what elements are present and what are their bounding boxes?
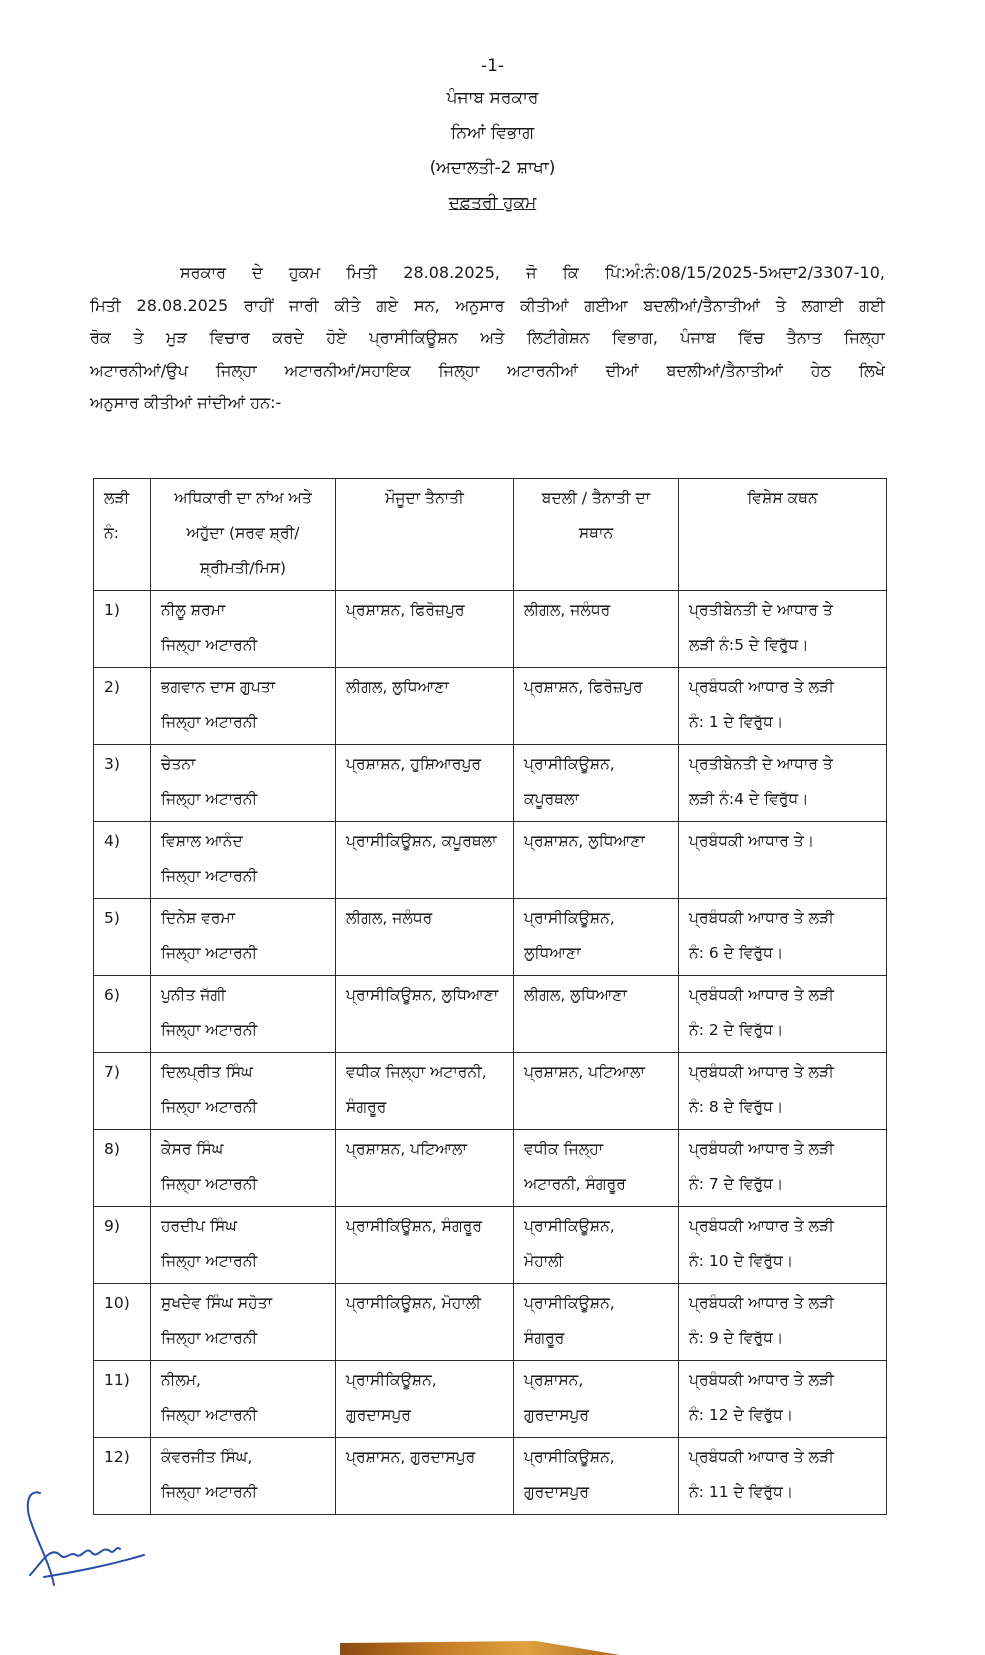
cell-officer xyxy=(151,745,336,822)
cell-officer xyxy=(151,1207,336,1284)
cell-transfer-place-line: ਲੀਗਲ, ਲੁਧਿਆਣਾ xyxy=(524,986,627,1004)
header-officer-note: (ਸਰਵ xyxy=(229,524,265,542)
cell-officer-line: ਜਿਲ੍ਹਾ ਅਟਾਰਨੀ xyxy=(161,1252,258,1270)
header-transfer-line: ਸਥਾਨ xyxy=(578,524,614,542)
cell-officer-line: ਜਿਲ੍ਹਾ ਅਟਾਰਨੀ xyxy=(161,1021,258,1039)
cell-transfer-place xyxy=(514,668,679,745)
cell-current-posting-line: ਲੀਗਲ, ਲੁਧਿਆਣਾ xyxy=(346,678,449,696)
header-officer-line: ਅਧਿਕਾਰੀ ਦਾ ਨਾਂਅ ਅਤੇ xyxy=(174,489,312,507)
cell-serial xyxy=(94,976,151,1053)
cell-current-posting-line: ਪ੍ਰਸ਼ਾਸ਼ਨ, ਪਟਿਆਲਾ xyxy=(346,1140,467,1158)
cell-current-posting-line: ਪ੍ਰਾਸੀਕਿਊਸ਼ਨ, xyxy=(346,1371,437,1389)
cell-serial xyxy=(94,591,151,668)
cell-remarks xyxy=(679,1438,887,1515)
cell-remarks-line: ਪ੍ਰਬੰਧਕੀ ਆਧਾਰ ਤੇ। xyxy=(689,832,815,850)
cell-serial xyxy=(94,668,151,745)
cell-transfer-place xyxy=(514,899,679,976)
cell-officer-line: ਚੇਤਨਾ xyxy=(161,755,196,773)
cell-transfer-place-line: ਲੀਗਲ, ਜਲੰਧਰ xyxy=(524,601,611,619)
cell-officer xyxy=(151,1438,336,1515)
header-current-posting: ਮੌਜੂਦਾ ਤੈਨਾਤੀ xyxy=(336,479,514,591)
cell-officer-line: ਨੀਲੂ ਸ਼ਰਮਾ xyxy=(161,601,226,619)
table-row xyxy=(94,1053,887,1130)
cell-transfer-place-line: ਕਪੂਰਥਲਾ xyxy=(524,790,579,808)
cell-serial-line: 2) xyxy=(104,678,120,696)
cell-current-posting-line: ਸੰਗਰੂਰ xyxy=(346,1098,387,1116)
table-row xyxy=(94,1284,887,1361)
cell-serial xyxy=(94,822,151,899)
cell-officer xyxy=(151,1053,336,1130)
cell-current-posting-line: ਵਧੀਕ ਜਿਲ੍ਹਾ ਅਟਾਰਨੀ, xyxy=(346,1063,487,1081)
cell-officer-line: ਭਗਵਾਨ ਦਾਸ ਗੁਪਤਾ xyxy=(161,678,276,696)
cell-officer xyxy=(151,822,336,899)
cell-transfer-place xyxy=(514,1361,679,1438)
cell-serial-line: 5) xyxy=(104,909,120,927)
cell-transfer-place-line: ਪ੍ਰਾਸੀਕਿਊਸ਼ਨ, xyxy=(524,1448,615,1466)
intro-line: ਮਿਤੀ 28.08.2025 ਰਾਹੀਂ ਜਾਰੀ ਕੀਤੇ ਗਏ ਸਨ, ਅਨੁਸਾਰ ਕੀਤੀਆਂ ਗਈਆ ਬਦਲੀਆਂ/ਤੈਨਾਤੀਆਂ ਤੇ ਲਗਾਈ ਗਈ xyxy=(90,295,885,315)
header-serial-line: ਨੰ: xyxy=(104,524,119,542)
cell-current-posting xyxy=(336,591,514,668)
cell-transfer-place-line: ਪ੍ਰਾਸੀਕਿਊਸ਼ਨ, xyxy=(524,755,615,773)
cell-officer-line: ਪੁਨੀਤ ਜੱਗੀ xyxy=(161,986,226,1004)
cell-current-posting xyxy=(336,1361,514,1438)
table-header-row xyxy=(94,479,887,591)
cell-current-posting-line: ਪ੍ਰਾਸੀਕਿਊਸ਼ਨ, ਸੰਗਰੂਰ xyxy=(346,1217,482,1235)
cell-remarks-line: ਨੰ: 8 ਦੇ ਵਿਰੁੱਧ। xyxy=(689,1098,784,1116)
cell-current-posting xyxy=(336,1284,514,1361)
cell-serial-line: 11) xyxy=(104,1371,130,1389)
cell-transfer-place xyxy=(514,1284,679,1361)
cell-serial xyxy=(94,1053,151,1130)
cell-remarks xyxy=(679,1284,887,1361)
cell-officer-line: ਜਿਲ੍ਹਾ ਅਟਾਰਨੀ xyxy=(161,790,258,808)
cell-serial-line: 1) xyxy=(104,601,120,619)
table-row xyxy=(94,668,887,745)
table-row xyxy=(94,899,887,976)
cell-transfer-place-line: ਅਟਾਰਨੀ, ਸੰਗਰੂਰ xyxy=(524,1175,626,1193)
intro-paragraph xyxy=(90,257,885,420)
cell-transfer-place-line: ਪ੍ਰਾਸੀਕਿਊਸ਼ਨ, xyxy=(524,1217,615,1235)
cell-officer-line: ਜਿਲ੍ਹਾ ਅਟਾਰਨੀ xyxy=(161,1483,258,1501)
cell-transfer-place xyxy=(514,1053,679,1130)
cell-transfer-place-line: ਗੁਰਦਾਸਪੁਰ xyxy=(524,1406,590,1424)
cell-officer-line: ਸੁਖਦੇਵ ਸਿੰਘ ਸਹੋਤਾ xyxy=(161,1294,273,1312)
cell-officer xyxy=(151,899,336,976)
intro-line: ਅਟਾਰਨੀਆਂ/ਉਪ ਜਿਲ੍ਹਾ ਅਟਾਰਨੀਆਂ/ਸਹਾਇਕ ਜਿਲ੍ਹਾ ਅਟਾਰਨੀਆਂ ਦੀਆਂ ਬਦਲੀਆਂ/ਤੈਨਾਤੀਆਂ ਹੇਠ ਲਿਖੇ xyxy=(90,360,885,380)
cell-transfer-place xyxy=(514,745,679,822)
cell-remarks xyxy=(679,745,887,822)
cell-current-posting-line: ਗੁਰਦਾਸਪੁਰ xyxy=(346,1406,412,1424)
cell-remarks-line: ਪ੍ਰਤੀਬੇਨਤੀ ਦੇ ਆਧਾਰ ਤੇ xyxy=(689,601,833,619)
document-title: ਦਫ਼ਤਰੀ ਹੁਕਮ xyxy=(448,193,537,213)
cell-officer-line: ਦਿਨੇਸ਼ ਵਰਮਾ xyxy=(161,909,236,927)
cell-remarks-line: ਪ੍ਰਬੰਧਕੀ ਆਧਾਰ ਤੇ ਲੜੀ xyxy=(689,678,834,696)
cell-officer xyxy=(151,1130,336,1207)
cell-transfer-place-line: ਪ੍ਰਸ਼ਾਸ਼ਨ, ਫਿਰੋਜ਼ਪੁਰ xyxy=(524,678,643,696)
header-officer-note: ਸ਼੍ਰੀ/ਸ਼੍ਰੀਮਤੀ/ਮਿਸ) xyxy=(199,524,300,577)
government-heading: ਪੰਜਾਬ ਸਰਕਾਰ xyxy=(446,88,539,108)
cell-transfer-place xyxy=(514,1207,679,1284)
cell-remarks-line: ਪ੍ਰਬੰਧਕੀ ਆਧਾਰ ਤੇ ਲੜੀ xyxy=(689,1448,834,1466)
cell-remarks-line: ਪ੍ਰਬੰਧਕੀ ਆਧਾਰ ਤੇ ਲੜੀ xyxy=(689,909,834,927)
cell-current-posting-line: ਪ੍ਰਾਸੀਕਿਊਸ਼ਨ, ਲੁਧਿਆਣਾ xyxy=(346,986,499,1004)
cell-serial-line: 12) xyxy=(104,1448,130,1466)
cell-remarks-line: ਨੰ: 2 ਦੇ ਵਿਰੁੱਧ। xyxy=(689,1021,784,1039)
cell-current-posting xyxy=(336,1053,514,1130)
cell-remarks-line: ਪ੍ਰਬੰਧਕੀ ਆਧਾਰ ਤੇ ਲੜੀ xyxy=(689,986,834,1004)
header-remarks: ਵਿਸ਼ੇਸ ਕਥਨ xyxy=(679,479,887,591)
cell-remarks-line: ਪ੍ਰਬੰਧਕੀ ਆਧਾਰ ਤੇ ਲੜੀ xyxy=(689,1140,834,1158)
cell-remarks xyxy=(679,1130,887,1207)
cell-serial-line: 10) xyxy=(104,1294,130,1312)
cell-transfer-place-line: ਪ੍ਰਾਸੀਕਿਊਸ਼ਨ, xyxy=(524,909,615,927)
cell-current-posting-line: ਪ੍ਰਸ਼ਾਸ਼ਨ, ਫਿਰੋਜ਼ਪੁਰ xyxy=(346,601,465,619)
cell-officer-line: ਜਿਲ੍ਹਾ ਅਟਾਰਨੀ xyxy=(161,1329,258,1347)
cell-officer-line: ਜਿਲ੍ਹਾ ਅਟਾਰਨੀ xyxy=(161,867,258,885)
cell-remarks xyxy=(679,1207,887,1284)
cell-transfer-place-line: ਮੋਹਾਲੀ xyxy=(524,1252,564,1270)
table-row xyxy=(94,822,887,899)
cell-remarks-line: ਲੜੀ ਨੰ:4 ਦੇ ਵਿਰੁੱਧ। xyxy=(689,790,809,808)
cell-transfer-place xyxy=(514,976,679,1053)
cell-current-posting xyxy=(336,1438,514,1515)
cell-transfer-place-line: ਲੁਧਿਆਣਾ xyxy=(524,944,581,962)
cell-current-posting-line: ਪ੍ਰਸ਼ਾਸਨ, ਗੁਰਦਾਸਪੁਰ xyxy=(346,1448,476,1466)
table-row xyxy=(94,976,887,1053)
cell-remarks-line: ਨੰ: 6 ਦੇ ਵਿਰੁੱਧ। xyxy=(689,944,784,962)
cell-current-posting xyxy=(336,899,514,976)
cell-transfer-place-line: ਸੰਗਰੂਰ xyxy=(524,1329,565,1347)
intro-line: ਅਨੁਸਾਰ ਕੀਤੀਆਂ ਜਾਂਦੀਆਂ ਹਨ:- xyxy=(90,393,282,412)
cell-serial xyxy=(94,1207,151,1284)
cell-officer-line: ਕੰਵਰਜੀਤ ਸਿੰਘ, xyxy=(161,1448,253,1466)
cell-current-posting-line: ਪ੍ਰਾਸੀਕਿਊਸ਼ਨ, ਮੋਹਾਲੀ xyxy=(346,1294,481,1312)
page-number: -1- xyxy=(480,56,505,76)
cell-remarks-line: ਨੰ: 9 ਦੇ ਵਿਰੁੱਧ। xyxy=(689,1329,784,1347)
cell-remarks xyxy=(679,1361,887,1438)
table-row xyxy=(94,591,887,668)
cell-remarks xyxy=(679,976,887,1053)
cell-officer-line: ਕੇਸਰ ਸਿੰਘ xyxy=(161,1140,224,1158)
cell-officer xyxy=(151,1361,336,1438)
cell-remarks xyxy=(679,899,887,976)
cell-current-posting xyxy=(336,668,514,745)
cell-remarks-line: ਪ੍ਰਬੰਧਕੀ ਆਧਾਰ ਤੇ ਲੜੀ xyxy=(689,1371,834,1389)
cell-officer-line: ਜਿਲ੍ਹਾ ਅਟਾਰਨੀ xyxy=(161,944,258,962)
cell-serial-line: 8) xyxy=(104,1140,120,1158)
intro-line: ਸਰਕਾਰ ਦੇ ਹੁਕਮ ਮਿਤੀ 28.08.2025, ਜੋ ਕਿ ਪਿੱ:ਅੰ:ਨੰ:08/15/2025-5ਅਦਾ2/3307-10, xyxy=(180,263,885,282)
cell-current-posting xyxy=(336,745,514,822)
cell-officer-line: ਨੀਲਮ, xyxy=(161,1371,201,1389)
cell-current-posting-line: ਪ੍ਰਸ਼ਾਸ਼ਨ, ਹੁਸ਼ਿਆਰਪੁਰ xyxy=(346,755,482,773)
cell-remarks-line: ਨੰ: 12 ਦੇ ਵਿਰੁੱਧ। xyxy=(689,1406,794,1424)
header-officer-line: ਅਹੁੱਦਾ xyxy=(186,524,225,542)
branch-heading: (ਅਦਾਲਤੀ-2 ਸ਼ਾਖਾ) xyxy=(429,158,556,178)
table-row xyxy=(94,1361,887,1438)
cell-remarks-line: ਲੜੀ ਨੰ:5 ਦੇ ਵਿਰੁੱਧ। xyxy=(689,636,809,654)
header-transfer-place xyxy=(514,479,679,591)
cell-serial xyxy=(94,1361,151,1438)
cell-serial xyxy=(94,899,151,976)
table-row xyxy=(94,1438,887,1515)
cell-officer xyxy=(151,591,336,668)
header-serial xyxy=(94,479,151,591)
page-edge-background xyxy=(340,1635,620,1655)
cell-remarks-line: ਨੰ: 7 ਦੇ ਵਿਰੁੱਧ। xyxy=(689,1175,784,1193)
table-row xyxy=(94,1207,887,1284)
cell-remarks-line: ਪ੍ਰਬੰਧਕੀ ਆਧਾਰ ਤੇ ਲੜੀ xyxy=(689,1294,834,1312)
cell-officer xyxy=(151,1284,336,1361)
cell-transfer-place-line: ਪ੍ਰਸ਼ਾਸ਼ਨ, ਪਟਿਆਲਾ xyxy=(524,1063,645,1081)
cell-transfer-place-line: ਪ੍ਰਸ਼ਾਸਨ, xyxy=(524,1371,584,1389)
cell-remarks xyxy=(679,591,887,668)
transfer-table xyxy=(93,478,887,1515)
cell-transfer-place-line: ਗੁਰਦਾਸਪੁਰ xyxy=(524,1483,590,1501)
cell-serial-line: 7) xyxy=(104,1063,120,1081)
cell-transfer-place xyxy=(514,1438,679,1515)
cell-remarks-line: ਪ੍ਰਤੀਬੇਨਤੀ ਦੇ ਆਧਾਰ ਤੇ xyxy=(689,755,833,773)
cell-remarks-line: ਪ੍ਰਬੰਧਕੀ ਆਧਾਰ ਤੇ ਲੜੀ xyxy=(689,1217,834,1235)
cell-current-posting xyxy=(336,976,514,1053)
header-transfer-line: ਬਦਲੀ / ਤੈਨਾਤੀ ਦਾ xyxy=(541,489,651,507)
table-row xyxy=(94,745,887,822)
cell-transfer-place-line: ਵਧੀਕ ਜਿਲ੍ਹਾ xyxy=(524,1140,604,1158)
cell-officer-line: ਜਿਲ੍ਹਾ ਅਟਾਰਨੀ xyxy=(161,1406,258,1424)
header-serial-line: ਲੜੀ xyxy=(104,489,130,507)
cell-current-posting xyxy=(336,822,514,899)
cell-officer-line: ਜਿਲ੍ਹਾ ਅਟਾਰਨੀ xyxy=(161,713,258,731)
cell-officer-line: ਜਿਲ੍ਹਾ ਅਟਾਰਨੀ xyxy=(161,1098,258,1116)
cell-remarks-line: ਨੰ: 1 ਦੇ ਵਿਰੁੱਧ। xyxy=(689,713,784,731)
cell-serial xyxy=(94,745,151,822)
cell-officer xyxy=(151,976,336,1053)
cell-serial-line: 9) xyxy=(104,1217,120,1235)
cell-officer-line: ਦਿਲਪ੍ਰੀਤ ਸਿੰਘ xyxy=(161,1063,253,1081)
cell-officer-line: ਜਿਲ੍ਹਾ ਅਟਾਰਨੀ xyxy=(161,1175,258,1193)
cell-remarks xyxy=(679,668,887,745)
cell-officer-line: ਹਰਦੀਪ ਸਿੰਘ xyxy=(161,1217,237,1235)
cell-remarks-line: ਪ੍ਰਬੰਧਕੀ ਆਧਾਰ ਤੇ ਲੜੀ xyxy=(689,1063,834,1081)
cell-transfer-place-line: ਪ੍ਰਸ਼ਾਸ਼ਨ, ਲੁਧਿਆਣਾ xyxy=(524,832,645,850)
cell-transfer-place xyxy=(514,822,679,899)
cell-serial-line: 3) xyxy=(104,755,120,773)
cell-officer-line: ਜਿਲ੍ਹਾ ਅਟਾਰਨੀ xyxy=(161,636,258,654)
cell-serial xyxy=(94,1130,151,1207)
cell-serial-line: 6) xyxy=(104,986,120,1004)
cell-current-posting xyxy=(336,1207,514,1284)
cell-transfer-place xyxy=(514,1130,679,1207)
cell-transfer-place-line: ਪ੍ਰਾਸੀਕਿਊਸ਼ਨ, xyxy=(524,1294,615,1312)
cell-remarks-line: ਨੰ: 10 ਦੇ ਵਿਰੁੱਧ। xyxy=(689,1252,794,1270)
intro-line: ਰੋਕ ਤੇ ਮੁੜ ਵਿਚਾਰ ਕਰਦੇ ਹੋਏ ਪ੍ਰਾਸੀਕਿਊਸ਼ਨ ਅਤੇ ਲਿਟੀਗੇਸ਼ਨ ਵਿਭਾਗ, ਪੰਜਾਬ ਵਿੱਚ ਤੈਨਾਤ ਜਿਲ੍ਹਾ xyxy=(90,328,885,347)
cell-officer-line: ਵਿਸ਼ਾਲ ਆਨੰਦ xyxy=(161,832,243,850)
signature xyxy=(10,1485,150,1595)
cell-current-posting xyxy=(336,1130,514,1207)
cell-remarks xyxy=(679,1053,887,1130)
cell-serial-line: 4) xyxy=(104,832,120,850)
cell-current-posting-line: ਪ੍ਰਾਸੀਕਿਊਸ਼ਨ, ਕਪੂਰਥਲਾ xyxy=(346,832,497,850)
cell-remarks-line: ਨੰ: 11 ਦੇ ਵਿਰੁੱਧ। xyxy=(689,1483,794,1501)
cell-remarks xyxy=(679,822,887,899)
cell-current-posting-line: ਲੀਗਲ, ਜਲੰਧਰ xyxy=(346,909,433,927)
table-row xyxy=(94,1130,887,1207)
cell-transfer-place xyxy=(514,591,679,668)
header-officer xyxy=(151,479,336,591)
department-heading: ਨਿਆਂ ਵਿਭਾਗ xyxy=(450,123,535,143)
cell-officer xyxy=(151,668,336,745)
cell-serial xyxy=(94,1284,151,1361)
